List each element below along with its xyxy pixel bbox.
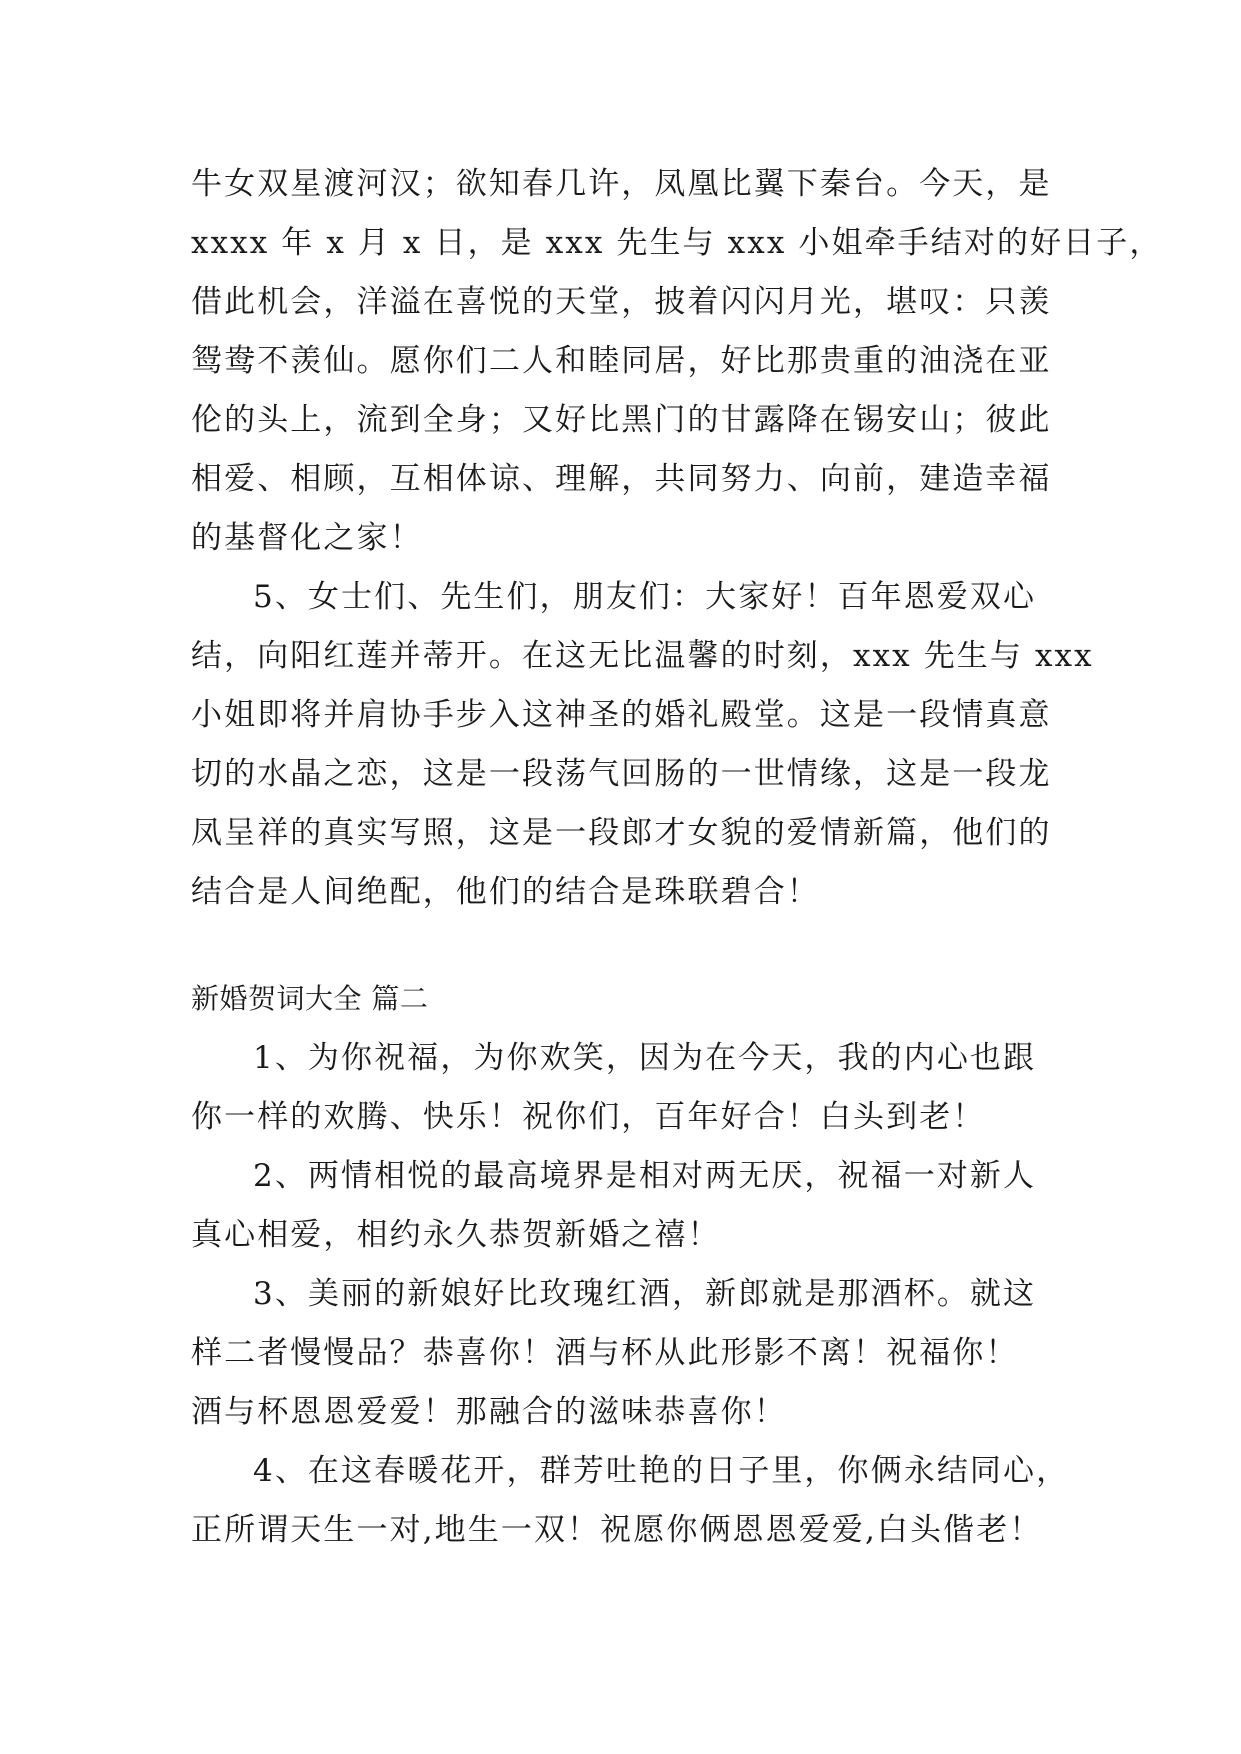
body-line: 伦的头上，流到全身；又好比黑门的甘露降在锡安山；彼此 bbox=[191, 402, 1052, 438]
paragraph-5-line: 结合是人间绝配，他们的结合是珠联碧合！ bbox=[191, 874, 820, 910]
wish-2-line: 真心相爱，相约永久恭贺新婚之禧！ bbox=[191, 1217, 721, 1253]
paragraph-5-line: 小姐即将并肩协手步入这神圣的婚礼殿堂。这是一段情真意 bbox=[191, 697, 1052, 733]
body-line: 的基督化之家！ bbox=[191, 520, 423, 556]
paragraph-5-line: 结，向阳红莲并蒂开。在这无比温馨的时刻，xxx 先生与 xxx bbox=[191, 638, 1094, 674]
wish-1-line: 1、为你祝福，为你欢笑，因为在今天，我的内心也跟 bbox=[253, 1040, 1037, 1076]
body-line: xxxx 年 x 月 x 日，是 xxx 先生与 xxx 小姐牵手结对的好日子， bbox=[191, 225, 1163, 261]
wish-3-line: 3、美丽的新娘好比玫瑰红酒，新郎就是那酒杯。就这 bbox=[253, 1276, 1037, 1312]
wish-2-line: 2、两情相悦的最高境界是相对两无厌，祝福一对新人 bbox=[253, 1158, 1037, 1194]
wish-4-line: 正所谓天生一对,地生一双！祝愿你俩恩恩爱爱,白头偕老！ bbox=[191, 1512, 1043, 1548]
wish-3-line: 样二者慢慢品？恭喜你！酒与杯从此形影不离！祝福你！ bbox=[191, 1335, 1019, 1371]
wish-4-line: 4、在这春暖花开，群芳吐艳的日子里，你俩永结同心， bbox=[253, 1453, 1070, 1489]
wish-3-line: 酒与杯恩恩爱爱！那融合的滋味恭喜你！ bbox=[191, 1394, 787, 1430]
paragraph-5-line: 5、女士们、先生们，朋友们：大家好！百年恩爱双心 bbox=[253, 579, 1037, 615]
body-line: 相爱、相顾，互相体谅、理解，共同努力、向前，建造幸福 bbox=[191, 461, 1052, 497]
body-line: 鸳鸯不羡仙。愿你们二人和睦同居，好比那贵重的油浇在亚 bbox=[191, 343, 1052, 379]
body-line: 牛女双星渡河汉；欲知春几许，凤凰比翼下秦台。今天，是 bbox=[191, 166, 1052, 202]
section-heading: 新婚贺词大全 篇二 bbox=[191, 982, 429, 1015]
paragraph-5-line: 切的水晶之恋，这是一段荡气回肠的一世情缘，这是一段龙 bbox=[191, 756, 1052, 792]
wish-1-line: 你一样的欢腾、快乐！祝你们，百年好合！白头到老！ bbox=[191, 1099, 986, 1135]
body-line: 借此机会，洋溢在喜悦的天堂，披着闪闪月光，堪叹：只羡 bbox=[191, 284, 1052, 320]
paragraph-5-line: 凤呈祥的真实写照，这是一段郎才女貌的爱情新篇，他们的 bbox=[191, 815, 1052, 851]
